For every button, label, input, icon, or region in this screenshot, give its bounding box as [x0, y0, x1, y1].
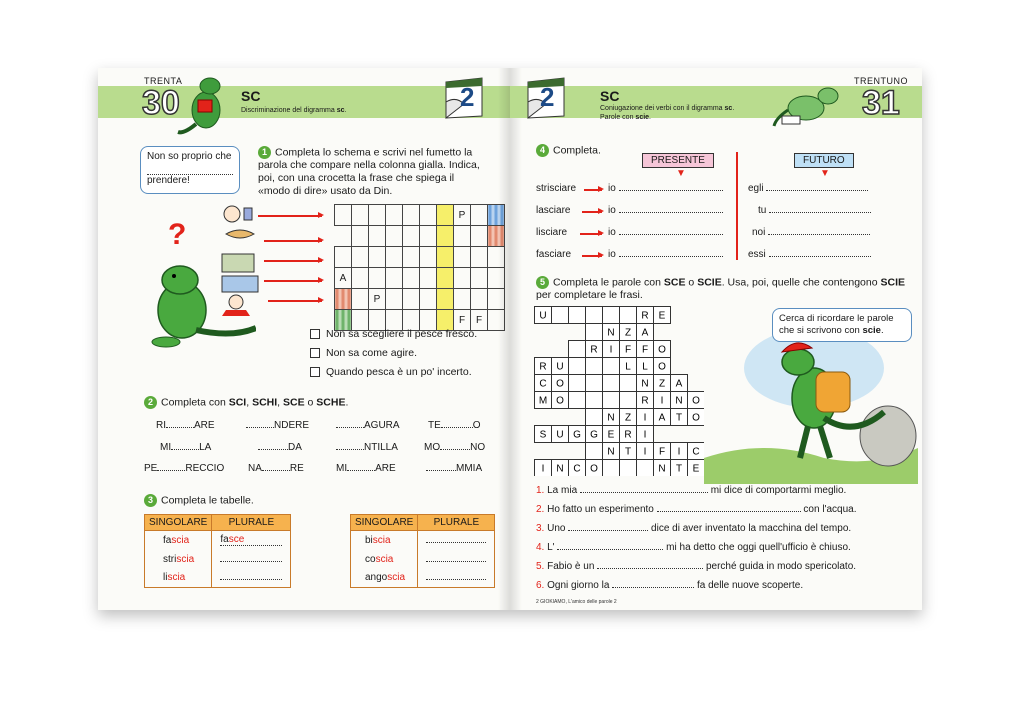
presente-tag: PRESENTE: [642, 153, 714, 168]
grid-cell-yellow[interactable]: [437, 247, 454, 268]
grid-letter: N: [658, 463, 666, 475]
grid-cell-yellow[interactable]: [437, 226, 454, 247]
checkbox[interactable]: [310, 367, 320, 377]
option-1[interactable]: Non sa scegliere il pesce fresco.: [310, 328, 477, 340]
grid-letter: U: [539, 310, 547, 322]
grid-letter: L: [642, 361, 648, 373]
grid-letter: N: [556, 463, 564, 475]
checkbox[interactable]: [310, 329, 320, 339]
verb-label: strisciare: [536, 183, 577, 194]
grid-cell-yellow[interactable]: [437, 205, 454, 226]
exercise-number: 2: [144, 396, 157, 409]
option-3[interactable]: Quando pesca è un po' incerto.: [310, 366, 472, 378]
sentence-2[interactable]: 2. Ho fatto un esperimento con l'acqua.: [536, 504, 857, 515]
grid-cell[interactable]: [420, 289, 437, 310]
grid-letter: O: [658, 361, 666, 373]
dino-writing-icon: [772, 78, 848, 130]
grid-letter: G: [590, 429, 598, 441]
grid-cell[interactable]: [603, 358, 620, 375]
calendar-number: 2: [540, 82, 555, 112]
grid-cell[interactable]: [586, 443, 603, 460]
page-subtitle: Coniugazione dei verbi con il digramma sc. Parole con scie.: [600, 105, 735, 121]
grid-cell[interactable]: [369, 205, 386, 226]
grid-cell[interactable]: [403, 226, 420, 247]
table-row: coscia: [351, 550, 495, 569]
grid-letter: N: [607, 412, 615, 424]
grid-cell[interactable]: [620, 307, 637, 324]
checkbox[interactable]: [310, 348, 320, 358]
grid-letter: I: [643, 412, 647, 424]
down-arrow-icon: ▼: [676, 168, 686, 179]
grid-cell[interactable]: [420, 205, 437, 226]
answer-cell[interactable]: [418, 531, 495, 550]
col-singolare: SINGOLARE: [351, 515, 418, 531]
left-page: [98, 68, 510, 610]
sentence-3[interactable]: 3. Uno dice di aver inventato la macchina del tempo.: [536, 523, 852, 534]
future-blank[interactable]: tu: [758, 205, 871, 216]
grid-cell[interactable]: [620, 392, 637, 409]
grid-cell[interactable]: [603, 460, 620, 477]
grid-letter: O: [556, 395, 564, 407]
dino-reading-icon: [176, 72, 236, 136]
future-blank[interactable]: essi: [748, 249, 871, 260]
grid-cell[interactable]: [569, 358, 586, 375]
grid-letter: A: [658, 412, 666, 424]
grid-cell[interactable]: [454, 226, 471, 247]
grid-cell[interactable]: [386, 205, 403, 226]
grid-cell[interactable]: [403, 205, 420, 226]
exercise-4-instruction: 4 Completa.: [536, 144, 601, 157]
grid-cell[interactable]: [586, 358, 603, 375]
sentence-1[interactable]: 1. La mia mi dice di comportarmi meglio.: [536, 485, 847, 496]
grid-letter: O: [590, 463, 598, 475]
grid-letter: C: [573, 463, 581, 475]
grid-cell[interactable]: [386, 247, 403, 268]
table-1: [144, 514, 291, 588]
speech-bubble: Cerca di ricordare le parole che si scrivono con scie.: [772, 308, 912, 342]
verb-arrow: [582, 255, 602, 257]
grid-letter: G: [573, 429, 581, 441]
grid-cell[interactable]: [352, 247, 369, 268]
page-number: 30: [142, 84, 180, 122]
futuro-tag: FUTURO: [794, 153, 854, 168]
table-row: biscia: [351, 531, 495, 550]
grid-cell[interactable]: [603, 392, 620, 409]
grid-letter: R: [590, 344, 598, 356]
table-row: fascia fasce: [145, 531, 291, 550]
grid-cell: A: [335, 268, 352, 289]
grid-cell-filled: [335, 289, 352, 310]
exercise-5-instruction: 5 Completa le parole con SCE o SCIE. Usa, poi, quelle che contengono SCIE per completare le frasi.: [536, 276, 905, 302]
word-blank[interactable]: TE O: [428, 420, 481, 431]
page-name: TRENTUNO: [854, 76, 908, 86]
grid-cell[interactable]: [352, 226, 369, 247]
crossword-grid: [334, 204, 505, 331]
grid-cell[interactable]: [603, 307, 620, 324]
verb-label: lasciare: [536, 205, 571, 216]
clue-pictures-icon: [216, 204, 264, 316]
grid-letter: S: [539, 429, 547, 441]
grid-cell[interactable]: [352, 268, 369, 289]
word-blank[interactable]: MMIA: [426, 463, 482, 474]
present-blank[interactable]: io: [608, 249, 723, 260]
grid-cell: F: [471, 310, 488, 331]
grid-letter: C: [692, 446, 700, 458]
grid-cell[interactable]: [335, 247, 352, 268]
grid-cell[interactable]: [569, 341, 586, 358]
grid-cell[interactable]: [454, 289, 471, 310]
sentence-4[interactable]: 4. L' mi ha detto che oggi quell'ufficio è chiuso.: [536, 542, 851, 553]
grid-letter: O: [692, 412, 700, 424]
grid-letter: I: [541, 463, 545, 475]
grid-letter: L: [625, 361, 631, 373]
page-subtitle: Discriminazione del digramma sc.: [241, 107, 347, 114]
grid-letter: Z: [624, 327, 632, 339]
grid-letter: F: [624, 344, 632, 356]
col-singolare: SINGOLARE: [145, 515, 212, 531]
answer-line: [147, 163, 233, 175]
grid-letter: F: [641, 344, 649, 356]
calendar-number: 2: [460, 82, 475, 112]
grid-cell[interactable]: [420, 268, 437, 289]
grid-letter: O: [556, 378, 564, 390]
speech-bubble: [140, 146, 240, 194]
clue-arrow: [264, 260, 322, 262]
grid-letter: U: [556, 361, 564, 373]
word-blank[interactable]: NDERE: [246, 420, 309, 431]
grid-letter: O: [658, 344, 666, 356]
grid-cell[interactable]: [403, 268, 420, 289]
speech-line-1: Non so proprio che: [147, 151, 232, 162]
grid-letter: R: [539, 361, 547, 373]
word-grid: [534, 306, 724, 476]
grid-cell[interactable]: [369, 226, 386, 247]
grid-letter: N: [641, 378, 649, 390]
grid-cell[interactable]: [369, 247, 386, 268]
word-blank[interactable]: RI ARE: [156, 420, 215, 431]
grid-letter: R: [641, 395, 649, 407]
grid-cell[interactable]: [603, 375, 620, 392]
grid-cell[interactable]: [471, 205, 488, 226]
verb-arrow: [580, 233, 602, 235]
divider: [736, 152, 738, 260]
grid-letter: Z: [624, 412, 632, 424]
grid-cell[interactable]: [586, 409, 603, 426]
grid-cell[interactable]: [403, 289, 420, 310]
exercise-number: 3: [144, 494, 157, 507]
table-row: striscia: [145, 550, 291, 569]
grid-letter: E: [658, 310, 666, 322]
grid-cell: F: [454, 310, 471, 331]
grid-letter: I: [660, 395, 664, 407]
clue-arrow: [258, 215, 322, 217]
grid-cell[interactable]: [352, 289, 369, 310]
grid-cell[interactable]: [620, 460, 637, 477]
table-row: angoscia: [351, 569, 495, 588]
grid-cell[interactable]: [471, 247, 488, 268]
grid-cell[interactable]: [403, 247, 420, 268]
verb-label: fasciare: [536, 249, 572, 260]
answer-cell[interactable]: [212, 550, 291, 569]
grid-letter: F: [658, 446, 666, 458]
answer-cell[interactable]: [418, 550, 495, 569]
exercise-number: 4: [536, 144, 549, 157]
grid-cell[interactable]: [637, 460, 654, 477]
table-row: liscia: [145, 569, 291, 588]
verb-label: lisciare: [536, 227, 568, 238]
grid-cell[interactable]: [352, 205, 369, 226]
answer-cell[interactable]: fasce: [212, 531, 291, 550]
sentence-5[interactable]: 5. Fabio è un perché guida in modo spericolato.: [536, 561, 857, 572]
grid-letter: N: [607, 327, 615, 339]
grid-cell[interactable]: [386, 268, 403, 289]
grid-letter: A: [641, 327, 649, 339]
page-footer: 2 GIOKIAMO, L'amico delle parole 2: [536, 599, 617, 605]
down-arrow-icon: ▼: [820, 168, 830, 179]
option-2[interactable]: Non sa come agire.: [310, 347, 417, 359]
exercise-3-instruction: 3 Completa le tabelle.: [144, 494, 254, 507]
answer-cell[interactable]: [212, 569, 291, 588]
grid-letter: R: [624, 429, 632, 441]
grid-cell[interactable]: [586, 392, 603, 409]
grid-letter: E: [692, 463, 700, 475]
grid-cell-yellow[interactable]: [437, 268, 454, 289]
word-blank[interactable]: MO NO: [424, 442, 486, 453]
grid-cell[interactable]: [552, 307, 569, 324]
grid-cell[interactable]: [335, 205, 352, 226]
grid-letter: I: [609, 344, 613, 356]
grid-letter: Z: [658, 378, 666, 390]
grid-cell[interactable]: [620, 375, 637, 392]
grid-cell[interactable]: [454, 247, 471, 268]
sentence-6[interactable]: 6. Ogni giorno la fa delle nuove scoperte.: [536, 580, 804, 591]
grid-letter: N: [675, 395, 683, 407]
col-plurale: PLURALE: [418, 515, 495, 531]
future-blank[interactable]: noi: [752, 227, 870, 238]
word-blank[interactable]: PE RECCIO: [144, 463, 225, 474]
word-blank[interactable]: NA RE: [248, 463, 304, 474]
grid-letter: I: [677, 446, 681, 458]
verb-arrow: [584, 189, 602, 191]
future-blank[interactable]: egli: [748, 183, 868, 194]
grid-cell[interactable]: [386, 226, 403, 247]
grid-cell[interactable]: [586, 324, 603, 341]
grid-letter: I: [643, 446, 647, 458]
grid-cell[interactable]: [420, 226, 437, 247]
grid-cell-yellow[interactable]: [437, 289, 454, 310]
clue-arrow: [268, 300, 322, 302]
grid-cell[interactable]: [420, 247, 437, 268]
grid-letter: R: [641, 310, 649, 322]
word-blank[interactable]: AGURA: [336, 420, 400, 431]
exercise-number: 5: [536, 276, 549, 289]
page-number: 31: [862, 84, 900, 122]
word-blank[interactable]: DA: [258, 442, 302, 453]
speech-line-2: prendere!: [147, 175, 190, 186]
grid-cell[interactable]: [569, 392, 586, 409]
grid-letter: U: [556, 429, 564, 441]
exercise-2-instruction: 2 Completa con SCI, SCHI, SCE o SCHE.: [144, 396, 348, 409]
grid-letter: T: [675, 463, 683, 475]
exercise-1-instruction: 1 Completa lo schema e scrivi nel fumetto la parola che compare nella colonna gialla. Indica, poi, con una crocetta la frase che spiega il «modo di dire» usato da Din.: [258, 146, 480, 198]
col-plurale: PLURALE: [212, 515, 291, 531]
grid-letter: C: [539, 378, 547, 390]
grid-letter: A: [675, 378, 683, 390]
exercise-number: 1: [258, 146, 271, 159]
grid-cell[interactable]: [586, 307, 603, 324]
grid-letter: N: [607, 446, 615, 458]
grid-cell[interactable]: [569, 307, 586, 324]
question-mark-icon: ?: [168, 218, 187, 251]
grid-letter: I: [643, 429, 647, 441]
clue-arrow: [264, 280, 322, 282]
right-page: [510, 68, 922, 610]
grid-cell: P: [369, 289, 386, 310]
grid-letter: T: [675, 412, 683, 424]
page-name: TRENTA: [144, 76, 183, 86]
grid-cell[interactable]: [569, 375, 586, 392]
grid-cell[interactable]: [369, 268, 386, 289]
present-blank[interactable]: io: [608, 205, 723, 216]
verb-arrow: [582, 211, 602, 213]
clue-arrow: [264, 240, 322, 242]
grid-letter: M: [538, 395, 548, 407]
word-blank[interactable]: MI ARE: [336, 463, 396, 474]
word-blank[interactable]: MI LA: [160, 442, 212, 453]
grid-cell: P: [454, 205, 471, 226]
grid-letter: T: [624, 446, 632, 458]
answer-cell[interactable]: [418, 569, 495, 588]
page-title: SC: [241, 88, 261, 104]
grid-letter: E: [607, 429, 615, 441]
present-blank[interactable]: io: [608, 183, 723, 194]
page-title: SC: [600, 88, 620, 104]
grid-cell[interactable]: [454, 268, 471, 289]
grid-cell[interactable]: [586, 375, 603, 392]
book-spread: [98, 68, 922, 610]
present-blank[interactable]: io: [608, 227, 723, 238]
grid-cell[interactable]: [471, 226, 488, 247]
word-blank[interactable]: NTILLA: [336, 442, 398, 453]
grid-cell[interactable]: [386, 289, 403, 310]
table-2: [350, 514, 495, 588]
grid-letter: O: [692, 395, 700, 407]
grid-cell[interactable]: [471, 268, 488, 289]
grid-cell[interactable]: [471, 289, 488, 310]
